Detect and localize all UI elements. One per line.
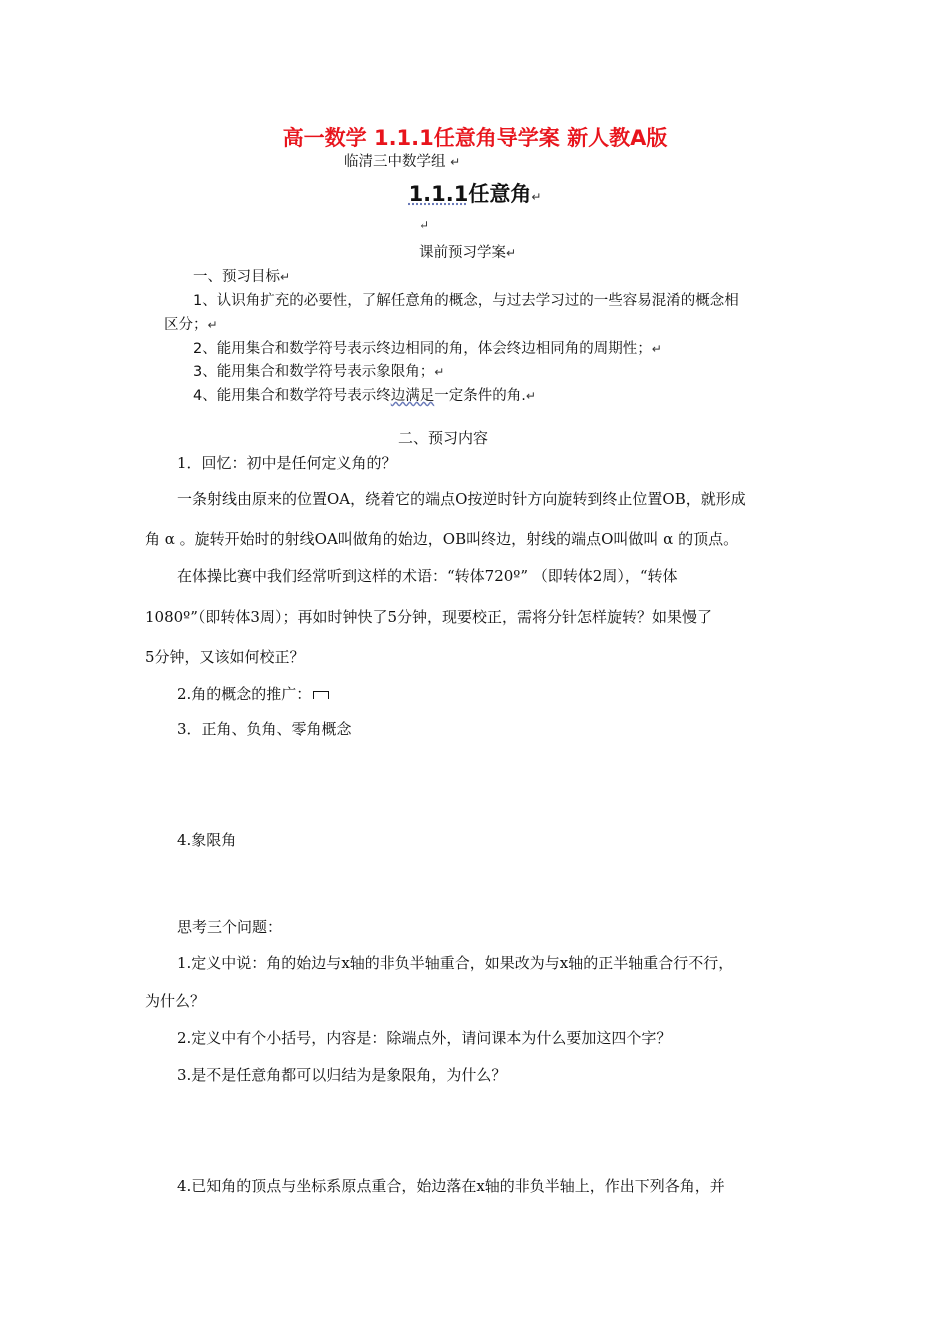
return-mark: ↵ bbox=[506, 246, 517, 260]
gymnastics-line-1: 在体操比赛中我们经常听到这样的术语：“转体720º” （即转体2周），“转体 bbox=[177, 567, 678, 585]
return-mark: ↵ bbox=[531, 190, 542, 204]
blank-bracket-icon bbox=[313, 691, 329, 699]
gymnastics-line-3: 5分钟，又该如何校正？ bbox=[145, 648, 305, 666]
goal-item-3 bbox=[193, 360, 444, 381]
return-mark: ↵ bbox=[280, 270, 291, 284]
question-1-line-2: 为什么？ bbox=[145, 992, 206, 1010]
goal-item-1-line-2-text: 区分； bbox=[164, 317, 208, 333]
goal-item-2-text: 2、能用集合和数学符号表示终边相同的角，体会终边相同角的周期性； bbox=[193, 341, 652, 357]
section-title bbox=[419, 241, 516, 262]
question-4: 4.已知角的顶点与坐标系原点重合，始边落在x轴的非负半轴上，作出下列各角，并 bbox=[177, 1177, 725, 1195]
goals-heading bbox=[193, 265, 290, 286]
document-title: 高一数学 1.1.1任意角导学案 新人教A版 bbox=[282, 126, 668, 150]
question-3: 3.是不是任意角都可以归结为是象限角，为什么？ bbox=[177, 1066, 507, 1084]
gymnastics-line-2: 1080º”（即转体3周）；再如时钟快了5分钟，现要校正，需将分针怎样旋转？如果慢了 bbox=[145, 608, 712, 626]
content-item-4: 4.象限角 bbox=[177, 831, 237, 849]
subtitle-text: 任意角 bbox=[468, 182, 532, 206]
return-mark: ↵ bbox=[651, 342, 662, 356]
section-subtitle bbox=[0, 178, 950, 208]
questions-heading: 思考三个问题： bbox=[177, 918, 283, 936]
goal-item-4 bbox=[193, 384, 536, 405]
return-mark: ↵ bbox=[434, 365, 445, 379]
return-mark: ↵ bbox=[419, 218, 430, 232]
goals-heading-text: 一、预习目标 bbox=[193, 269, 280, 285]
author-group-text: 临清三中数学组 bbox=[344, 154, 446, 170]
return-mark: ↵ bbox=[450, 155, 461, 169]
content-heading: 二、预习内容 bbox=[398, 429, 489, 447]
definition-line-1: 一条射线由原来的位置OA，绕着它的端点O按逆时针方向旋转到终止位置OB，就形成 bbox=[177, 490, 746, 508]
content-item-2-text: 2.角的概念的推广： bbox=[177, 685, 312, 703]
subtitle-number: 1.1.1 bbox=[408, 182, 469, 206]
goal-item-1-line-2 bbox=[164, 313, 218, 334]
definition-line-2: 角 α 。旋转开始时的射线OA叫做角的始边，OB叫终边，射线的端点O叫做叫 α 的顶点。 bbox=[145, 530, 739, 548]
goal-item-4-post: 一定条件的角. bbox=[434, 388, 526, 404]
goal-item-2 bbox=[193, 337, 662, 358]
goal-item-1-line-1: 1、认识角扩充的必要性，了解任意角的概念，与过去学习过的一些容易混淆的概念相 bbox=[193, 293, 739, 309]
section-title-text: 课前预习学案 bbox=[419, 245, 506, 261]
question-1-line-1: 1.定义中说：角的始边与x轴的非负半轴重合，如果改为与x轴的正半轴重合行不行， bbox=[177, 954, 734, 972]
author-group bbox=[344, 150, 460, 171]
question-2: 2.定义中有个小括号，内容是：除端点外，请问课本为什么要加这四个字？ bbox=[177, 1029, 672, 1047]
goal-item-4-marked: 边满足 bbox=[390, 388, 435, 404]
recall-question: 1．回忆：初中是任何定义角的？ bbox=[177, 454, 397, 472]
goal-item-4-pre: 4、能用集合和数学符号表示终 bbox=[193, 388, 391, 404]
content-item-3: 3．正角、负角、零角概念 bbox=[177, 720, 352, 738]
goal-item-3-text: 3、能用集合和数学符号表示象限角； bbox=[193, 364, 435, 380]
content-item-2 bbox=[177, 683, 329, 704]
return-mark: ↵ bbox=[525, 389, 536, 403]
return-mark: ↵ bbox=[207, 318, 218, 332]
